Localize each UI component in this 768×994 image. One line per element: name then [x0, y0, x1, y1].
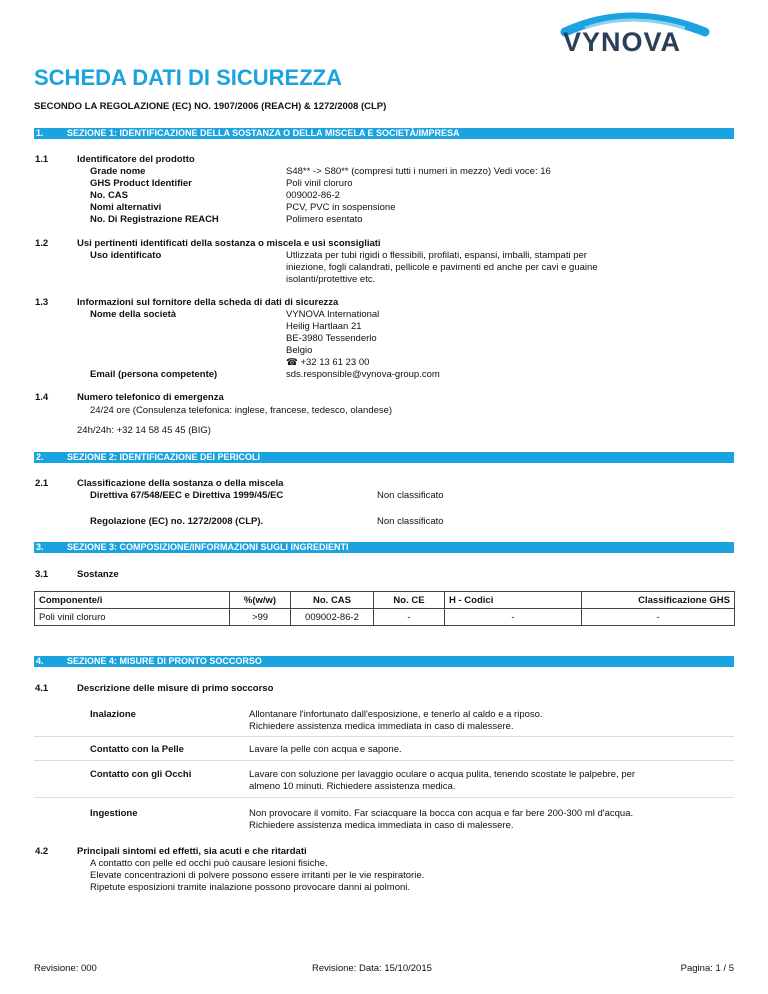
- subsection-number: 1.2: [35, 238, 49, 249]
- field-label: Contatto con gli Occhi: [90, 769, 192, 780]
- column-header: No. CAS: [291, 592, 374, 609]
- section-title: SEZIONE 4: MISURE DI PRONTO SOCCORSO: [67, 656, 262, 666]
- field-value: Lavare con soluzione per lavaggio oculare o acqua pulita, tenendo scostate le palpebre, per: [249, 769, 636, 780]
- section-title: SEZIONE 2: IDENTIFICAZIONE DEI PERICOLI: [67, 452, 261, 462]
- field-label: Nome della società: [90, 309, 177, 320]
- field-label: Direttiva 67/548/EEC e Direttiva 1999/45/EC: [90, 490, 284, 501]
- field-value: Utlizzata per tubi rigidi o flessibili, profilati, espansi, imballi, stampati per: [286, 250, 587, 261]
- logo-text: VYNOVA: [563, 27, 682, 57]
- field-label: Nomi alternativi: [90, 202, 162, 213]
- column-header: H - Codici: [445, 592, 582, 609]
- footer-page: Pagina: 1 / 5: [680, 963, 734, 974]
- email-link[interactable]: sds.responsible@vynova-group.com: [286, 369, 440, 380]
- field-label: No. CAS: [90, 190, 128, 201]
- footer-revision: Revisione: 000: [34, 963, 97, 974]
- section-number: 1.: [36, 128, 44, 138]
- subsection-number: 4.1: [35, 683, 49, 694]
- subsection-heading: Numero telefonico di emergenza: [77, 392, 224, 403]
- company-line: VYNOVA International: [286, 309, 380, 320]
- section-number: 4.: [36, 656, 44, 666]
- field-value: isolanti/protettive etc.: [286, 274, 376, 285]
- subsection-heading: Descrizione delle misure di primo soccorso: [77, 683, 274, 694]
- section-1-header: [34, 128, 734, 139]
- subsection-heading: Sostanze: [77, 569, 119, 580]
- symptom-line: Elevate concentrazioni di polvere possono essere irritanti per le vie respiratorie.: [90, 870, 425, 881]
- field-label: Inalazione: [90, 709, 136, 720]
- table-cell: 009002-86-2: [291, 609, 374, 626]
- symptom-line: Ripetute esposizioni tramite inalazione possono provocare danni ai polmoni.: [90, 882, 411, 893]
- subsection-heading: Informazioni sul fornitore della scheda di dati di sicurezza: [77, 297, 339, 308]
- column-header: Componente/i: [35, 592, 230, 609]
- column-header: No. CE: [374, 592, 445, 609]
- section-3-header: [34, 542, 734, 553]
- field-value: Polimero esentato: [286, 214, 363, 225]
- field-value: 009002-86-2: [286, 190, 340, 201]
- section-number: 2.: [36, 452, 44, 462]
- emergency-line: 24/24 ore (Consulenza telefonica: inglese, francese, tedesco, olandese): [90, 405, 393, 416]
- field-value: Non classificato: [377, 490, 444, 501]
- emergency-phone: 24h/24h: +32 14 58 45 45 (BIG): [77, 425, 211, 436]
- field-value: iniezione, fogli calandrati, pellicole e pavimenti ed anche per cavi e guaine: [286, 262, 598, 273]
- section-number: 3.: [36, 542, 44, 552]
- field-value: Non provocare il vomito. Far sciacquare la bocca con acqua e far bere 200-300 ml d'acqua.: [249, 808, 634, 819]
- table-cell: Poli vinil cloruro: [35, 609, 230, 626]
- composition-table: [34, 591, 735, 626]
- company-line: BE-3980 Tessenderlo: [286, 333, 377, 344]
- subsection-number: 1.3: [35, 297, 49, 308]
- field-label: Ingestione: [90, 808, 138, 819]
- subsection-number: 1.1: [35, 154, 49, 165]
- field-value: Allontanare l'infortunato dall'esposizione, e tenerlo al caldo e a riposo.: [249, 709, 543, 720]
- section-2-header: [34, 452, 734, 463]
- field-value: S48** -> S80** (compresi tutti i numeri in mezzo) Vedi voce: 16: [286, 166, 551, 177]
- field-label: Grade nome: [90, 166, 146, 177]
- section-title: SEZIONE 1: IDENTIFICAZIONE DELLA SOSTANZA O DELLA MISCELA E SOCIETÀ/IMPRESA: [67, 128, 460, 138]
- table-cell: >99: [230, 609, 291, 626]
- field-label: Regolazione (EC) no. 1272/2008 (CLP).: [90, 516, 264, 527]
- divider: [34, 760, 734, 761]
- footer-date: Revisione: Data: 15/10/2015: [312, 963, 432, 974]
- field-label: Uso identificato: [90, 250, 162, 261]
- subsection-number: 4.2: [35, 846, 49, 857]
- document-subtitle: SECONDO LA REGOLAZIONE (EC) NO. 1907/2006 (REACH) & 1272/2008 (CLP): [34, 101, 387, 112]
- field-label: GHS Product Identifier: [90, 178, 192, 189]
- divider: [34, 736, 734, 737]
- field-value: Lavare la pelle con acqua e sapone.: [249, 744, 402, 755]
- subsection-heading: Identificatore del prodotto: [77, 154, 195, 165]
- subsection-heading: Usi pertinenti identificati della sostanza o miscela e usi sconsigliati: [77, 238, 381, 249]
- company-line: Heilig Hartlaan 21: [286, 321, 362, 332]
- phone-line: ☎ +32 13 61 23 00: [286, 357, 370, 368]
- field-value: Non classificato: [377, 516, 444, 527]
- company-line: Belgio: [286, 345, 313, 356]
- field-value: Richiedere assistenza medica immediata in caso di malessere.: [249, 820, 514, 831]
- field-value: Poli vinil cloruro: [286, 178, 353, 189]
- table-header-row: [35, 592, 735, 609]
- field-value: Richiedere assistenza medica immediata in caso di malessere.: [249, 721, 514, 732]
- field-label: No. Di Registrazione REACH: [90, 214, 219, 225]
- divider: [34, 797, 734, 798]
- document-title: SCHEDA DATI DI SICUREZZA: [34, 65, 342, 90]
- subsection-number: 2.1: [35, 478, 49, 489]
- field-label: Email (persona competente): [90, 369, 218, 380]
- field-value: almeno 10 minuti. Richiedere assistenza medica.: [249, 781, 456, 792]
- field-value: PCV, PVC in sospensione: [286, 202, 396, 213]
- section-4-header: [34, 656, 734, 667]
- subsection-heading: Principali sintomi ed effetti, sia acuti e che ritardati: [77, 846, 307, 857]
- field-label: Contatto con la Pelle: [90, 744, 184, 755]
- symptom-line: A contatto con pelle ed occhi può causare lesioni fisiche.: [90, 858, 328, 869]
- table-cell: -: [582, 609, 735, 626]
- subsection-heading: Classificazione della sostanza o della miscela: [77, 478, 284, 489]
- table-cell: -: [374, 609, 445, 626]
- table-row: [35, 609, 735, 626]
- table-cell: -: [445, 609, 582, 626]
- column-header: Classificazione GHS: [582, 592, 735, 609]
- subsection-number: 1.4: [35, 392, 49, 403]
- section-title: SEZIONE 3: COMPOSIZIONE/INFORMAZIONI SUGLI INGREDIENTI: [67, 542, 349, 552]
- column-header: %(w/w): [230, 592, 291, 609]
- subsection-number: 3.1: [35, 569, 49, 580]
